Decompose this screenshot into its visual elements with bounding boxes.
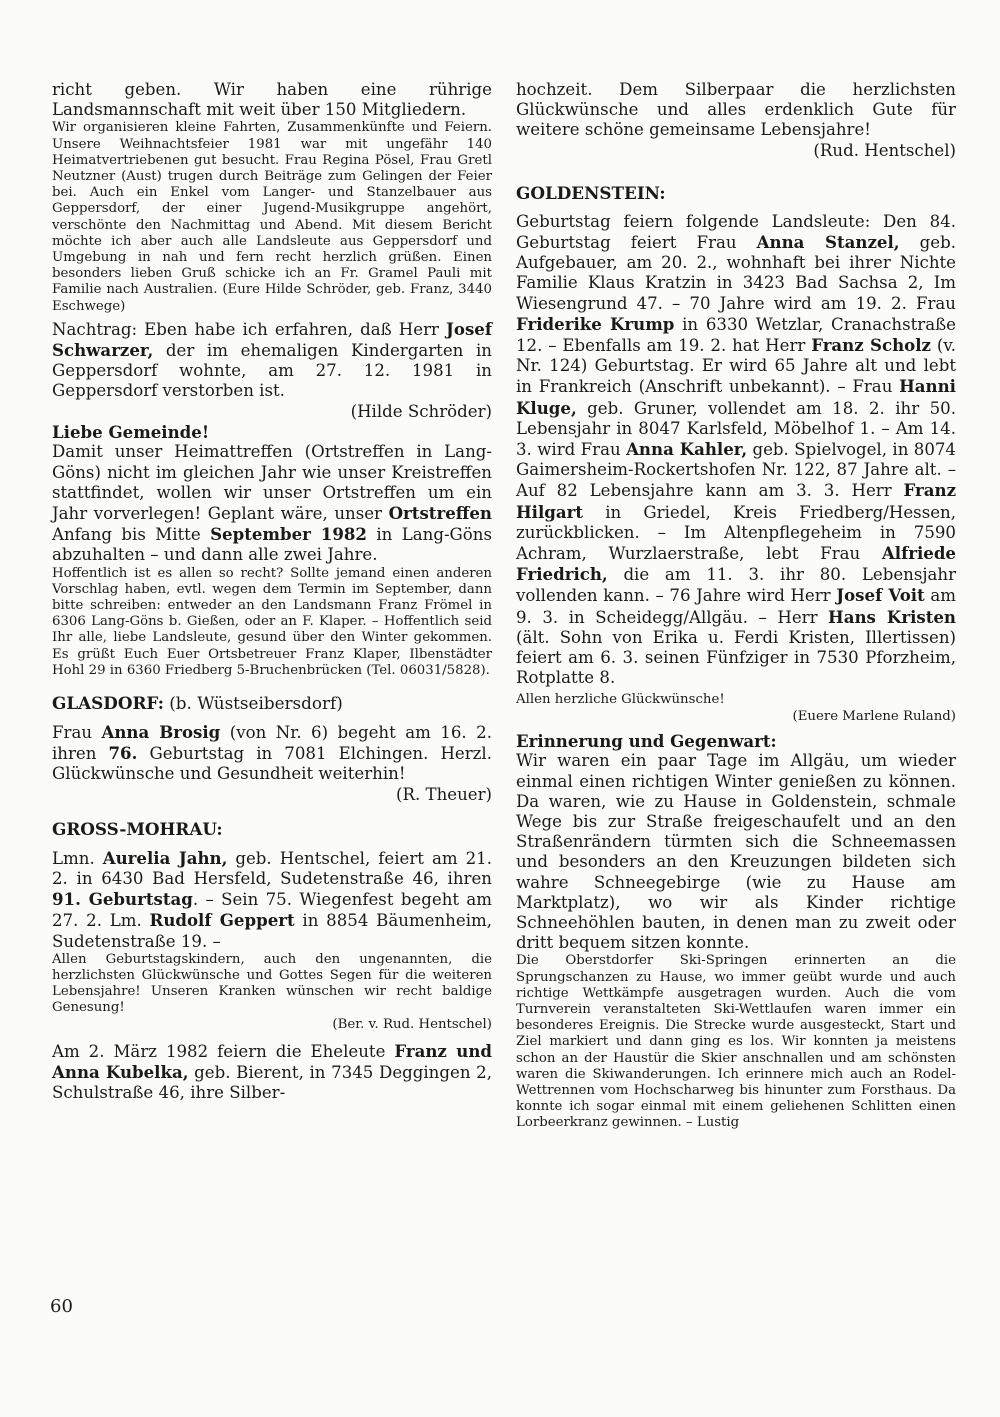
gemeinde-small-paragraph: Hoffentlich ist es allen so recht? Sollte jemand einen anderen Vorschlag haben, evtl. wegen dem Termin im September, dann bitte schreiben: entweder an den Landsmann Franz Frömel in 6306 Lang-Göns b. Gießen, oder an F. Klaper. – Hoffentlich seid Ihr alle, liebe Landsleute, gesund über den Winter gekommen. Es grüßt Euch Euer Ortsbetreuer Franz Klaper, Ilbenstädter Hohl 29 in 6360 Friedberg 5-Bruchenbrücken (Tel. 06031/5828). <box>52 565 492 678</box>
goldenstein-signature: (Euere Marlene Ruland) <box>792 708 956 724</box>
erinnerung-small-paragraph: Die Oberstdorfer Ski-Springen erinnerten an die Sprungschanzen zu Hause, wo immer geübt wurde und auch richtige Wettkämpfe ausgetragen wurden. Auch die vom Turnverein veranstalteten Ski-Wettlaufen waren immer ein besonderes Ereignis. Die Strecke wurde ausgesteckt, Start und Ziel markiert und dann ging es los. Wir konnten ja meistens schon an der Haustür die Skier anschnallen und am schönsten waren die Skiwanderungen. Ich erinnere mich auch an Rodel-Wettrennen vom Hochscharweg bis hinunter zum Forsthaus. Da konnte ich sogar einmal mit einem geliehenen Schlitten einen Lorbeerkranz gewinnen. – Lustig <box>516 953 956 1131</box>
glasdorf-text-a: Frau <box>52 723 102 742</box>
g-name-2: Friderike Krump <box>516 313 675 334</box>
nachtrag-text-b: der im ehemaligen Kindergarten in Geppersdorf wohnte, am 27. 12. 1981 in Geppersdorf verstorben ist. <box>52 341 492 401</box>
left-column <box>52 80 492 1103</box>
gemeinde-text-d: in Lang-Göns abzuhalten – und dann alle zwei Jahre. <box>52 525 492 565</box>
erinnerung-heading: Erinnerung und Gegenwart: <box>516 730 777 751</box>
gross-text-d: in 8854 Bäumenheim, Sudetenstraße 19. – <box>52 911 493 951</box>
nachtrag-paragraph <box>52 319 492 402</box>
glasdorf-subtitle: (b. Wüstseibersdorf) <box>163 693 343 713</box>
g-name-1: Anna Stanzel, <box>756 232 900 253</box>
gross-mohrau-signature: (Ber. v. Rud. Hentschel) <box>332 1016 492 1032</box>
glasdorf-paragraph <box>52 722 492 785</box>
glasdorf-title: GLASDORF: <box>52 693 164 713</box>
g-name-6: Franz Hilgart <box>516 480 956 522</box>
gemeinde-text-a: Damit unser Heimattreffen (Ortstreffen in Lang-Göns) nicht im gleichen Jahr wie unser Kreistreffen stattfindet, wollen wir unser Ortstreffen um ein Jahr vorverlegen! Geplant wäre, unser <box>52 442 492 523</box>
g-name-8: Josef Voit <box>836 585 925 606</box>
g-name-9: Hans Kristen <box>828 606 956 627</box>
g-text-f: geb. Spielvogel, in 8074 Gaimersheim-Rockertshofen Nr. 122, 87 Jahre alt. – Auf 82 Lebensjahre kann am 3. 3. Herr <box>516 440 956 501</box>
kubelka-paragraph <box>52 1041 492 1104</box>
glasdorf-name: Anna Brosig <box>101 722 221 742</box>
kubelka-text-a: Am 2. März 1982 feiern die Eheleute <box>52 1041 395 1061</box>
goldenstein-small: Allen herzliche Glückwünsche! <box>516 692 725 708</box>
silberhochzeit-signature: (Rud. Hentschel) <box>813 140 956 160</box>
gross-age: 91. Geburtstag <box>52 889 193 910</box>
gross-mohrau-heading: GROSS-MOHRAU: <box>52 818 223 839</box>
silberhochzeit-paragraph: hochzeit. Dem Silberpaar die herzlichsten Glückwünsche und alles erdenklich Gute für weitere schöne gemeinsame Lebensjahre! <box>516 80 956 140</box>
glasdorf-text-c: Geburtstag in 7081 Elchingen. Herzl. Glückwünsche und Gesundheit weiterhin! <box>52 744 492 784</box>
goldenstein-heading: GOLDENSTEIN: <box>516 182 666 203</box>
gross-text-a: Lmn. <box>52 848 103 868</box>
g-text-b: geb. Aufgebauer, am 20. 2., wohnhaft bei ihrer Nichte Familie Klaus Kratzin in 3423 Bad Sachsa 2, Im Wiesengrund 47. – 70 Jahre wird am 19. 2. Frau <box>516 233 956 313</box>
right-column <box>516 80 956 1132</box>
gemeinde-bold-september: September 1982 <box>210 524 367 545</box>
gross-name-2: Rudolf Geppert <box>149 910 295 931</box>
gross-mohrau-paragraph <box>52 848 492 952</box>
g-text-j: (ält. Sohn von Erika u. Ferdi Kristen, Illertissen) feiert am 6. 3. seinen Fünfziger in 7530 Pforzheim, Rotplatte 8. <box>516 627 956 688</box>
glasdorf-text-b: (von Nr. 6) begeht am 16. 2. ihren <box>52 723 492 764</box>
intro-paragraph: richt geben. Wir haben eine rührige Landsmannschaft mit weit über 150 Mitgliedern. <box>52 80 492 120</box>
g-text-c: in 6330 Wetzlar, Cranachstraße 12. – Ebenfalls am 19. 2. hat Herr <box>516 314 956 356</box>
erinnerung-paragraph: Wir waren ein paar Tage im Allgäu, um wieder einmal einen richtigen Winter genießen zu können. Da waren, wie zu Hause in Goldenstein, schmale Wege bis zur Straße freigeschaufelt und an den Straßenrändern türmten sich die Schneemassen und besonders an den Kreuzungen bildeten sich wahre Schneegebirge (wie zu Hause am Marktplatz), wo wir als Kinder richtige Schneehöhlen bauten, in denen man zu zweit oder dritt bequem sitzen konnte. <box>516 751 956 953</box>
gross-text-b: geb. Hentschel, feiert am 21. 2. in 6430 Bad Hersfeld, Sudetenstraße 46, ihren <box>52 848 492 889</box>
goldenstein-paragraph <box>516 212 956 689</box>
kubelka-name: Franz und Anna Kubelka, <box>52 1040 492 1083</box>
weihnachtsfeier-paragraph: Wir organisieren kleine Fahrten, Zusammenkünfte und Feiern. Unsere Weihnachtsfeier 1981 war mit ungefähr 140 Heimatvertriebenen gut besucht. Frau Regina Pösel, Frau Gretl Neutzner (Aust) trugen durch Beiträge zum Gelingen der Feier bei. Auch ein Enkel vom Langer- und Stanzelbauer aus Geppersdorf, der einer Jugend-Musikgruppe angehört, verschönte den Nachmittag und Abend. Mit diesem Bericht möchte ich aber auch alle Landsleute aus Geppersdorf und Umgebung in nah und fern recht herzlich grüßen. Einen besonders lieben Gruß schicke ich an Fr. Gramel Pauli mit Familie nach Australien. (Eure Hilde Schröder, geb. Franz, 3440 Eschwege) <box>52 120 492 314</box>
g-text-h: die am 11. 3. ihr 80. Lebensjahr vollenden kann. – 76 Jahre wird Herr <box>516 565 956 606</box>
g-name-3: Franz Scholz <box>811 335 931 356</box>
g-text-e: geb. Gruner, vollendet am 18. 2. ihr 50. Lebensjahr in 8047 Karlsfeld, Möbelhof 1. – Am 14. 3. wird Frau <box>516 398 956 460</box>
g-text-a: Geburtstag feiern folgende Landsleute: Den 84. Geburtstag feiert Frau <box>516 211 956 253</box>
nachtrag-name: Josef Schwarzer, <box>52 318 492 361</box>
kubelka-text-b: geb. Bierent, in 7345 Deggingen 2, Schulstraße 46, ihre Silber- <box>52 1063 492 1103</box>
nachtrag-signature: (Hilde Schröder) <box>350 401 492 421</box>
gemeinde-heading: Liebe Gemeinde! <box>52 421 210 442</box>
g-name-5: Anna Kahler, <box>626 439 748 460</box>
gross-mohrau-small-paragraph: Allen Geburtstagskindern, auch den ungenannten, die herzlichsten Glückwünsche und Gottes Segen für die weiteren Lebensjahre! Unseren Kranken wünschen wir recht baldige Genesung! <box>52 951 492 1016</box>
gemeinde-paragraph <box>52 442 492 565</box>
glasdorf-heading <box>52 693 492 714</box>
g-text-i: am 9. 3. in Scheidegg/Allgäu. – Herr <box>516 586 956 627</box>
g-text-d: (v. Nr. 124) Geburtstag. Er wird 65 Jahre alt und lebt in Frankreich (Anschrift unbekannt). – Frau <box>516 336 956 397</box>
gross-text-c: . – Sein 75. Wiegenfest begeht am 27. 2. Lm. <box>52 890 493 931</box>
g-name-4: Hanni Kluge, <box>516 376 956 418</box>
g-name-7: Alfriede Friedrich, <box>516 543 956 585</box>
g-text-g: in Griedel, Kreis Friedberg/Hessen, zurückblicken. – Im Altenpflegeheim in 7590 Achram, Wurzlaerstraße, lebt Frau <box>516 502 956 564</box>
glasdorf-signature: (R. Theuer) <box>395 784 492 804</box>
page-number: 60 <box>50 1296 73 1317</box>
gemeinde-bold-ortstreffen: Ortstreffen <box>388 502 492 523</box>
glasdorf-age: 76. <box>108 743 138 764</box>
gemeinde-text-c: Anfang bis Mitte <box>52 525 211 545</box>
gross-name-1: Aurelia Jahn, <box>102 847 228 868</box>
nachtrag-text-a: Nachtrag: Eben habe ich erfahren, daß Herr <box>52 319 447 339</box>
